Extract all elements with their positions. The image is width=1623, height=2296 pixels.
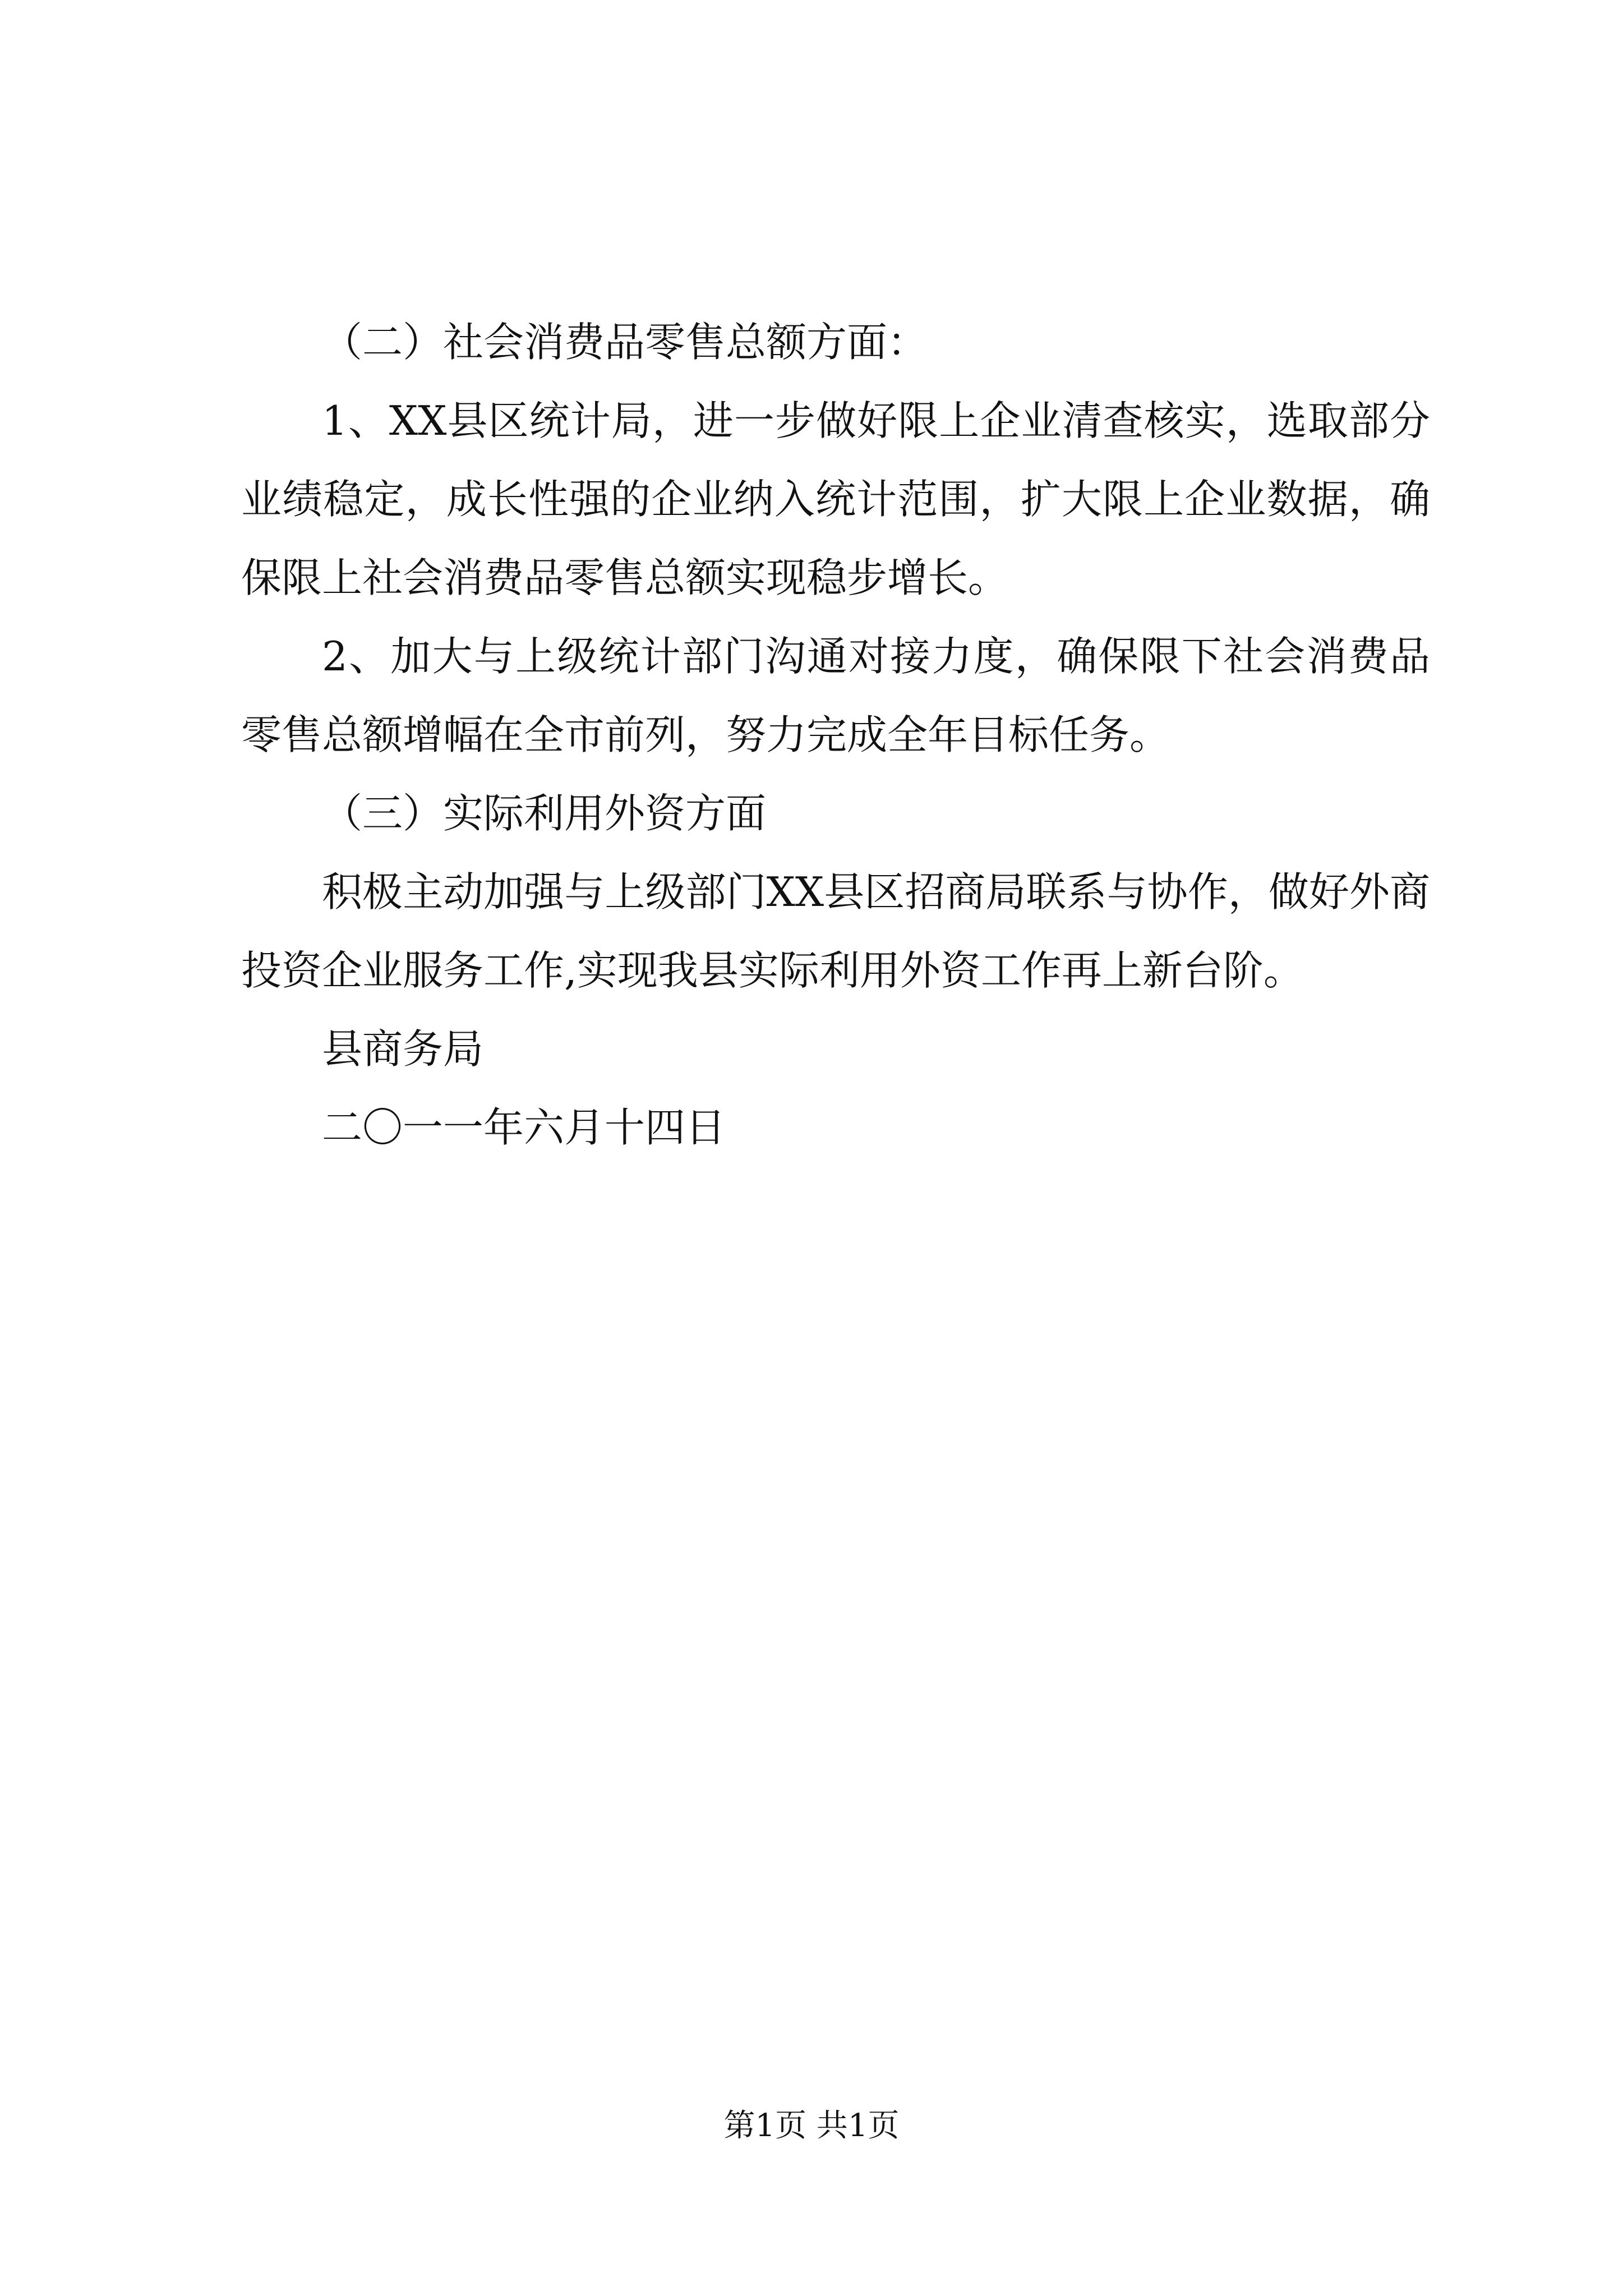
section-heading-retail-sales: （二）社会消费品零售总额方面：	[322, 319, 928, 366]
paragraph-item-2: 2、加大与上级统计部门沟通对接力度，确保限下社会消费品零售总额增幅在全市前列，努力完成全年目标任务。	[241, 633, 1430, 758]
paragraph-item-1: 1、XX县区统计局，进一步做好限上企业清查核实，选取部分业绩稳定，成长性强的企业纳入统计范围，扩大限上企业数据，确保限上社会消费品零售总额实现稳步增长。	[241, 397, 1430, 601]
page-footer: 第1页 共1页	[723, 2108, 900, 2144]
paragraph-foreign-investment: 积极主动加强与上级部门XX县区招商局联系与协作，做好外商投资企业服务工作,实现我县实际利用外资工作再上新台阶。	[241, 868, 1430, 994]
section-heading-foreign-investment: （三）实际利用外资方面	[322, 790, 767, 837]
signature-organization: 县商务局	[322, 1025, 484, 1073]
document-body	[241, 303, 1430, 1167]
signature-date: 二〇一一年六月十四日	[322, 1104, 726, 1151]
